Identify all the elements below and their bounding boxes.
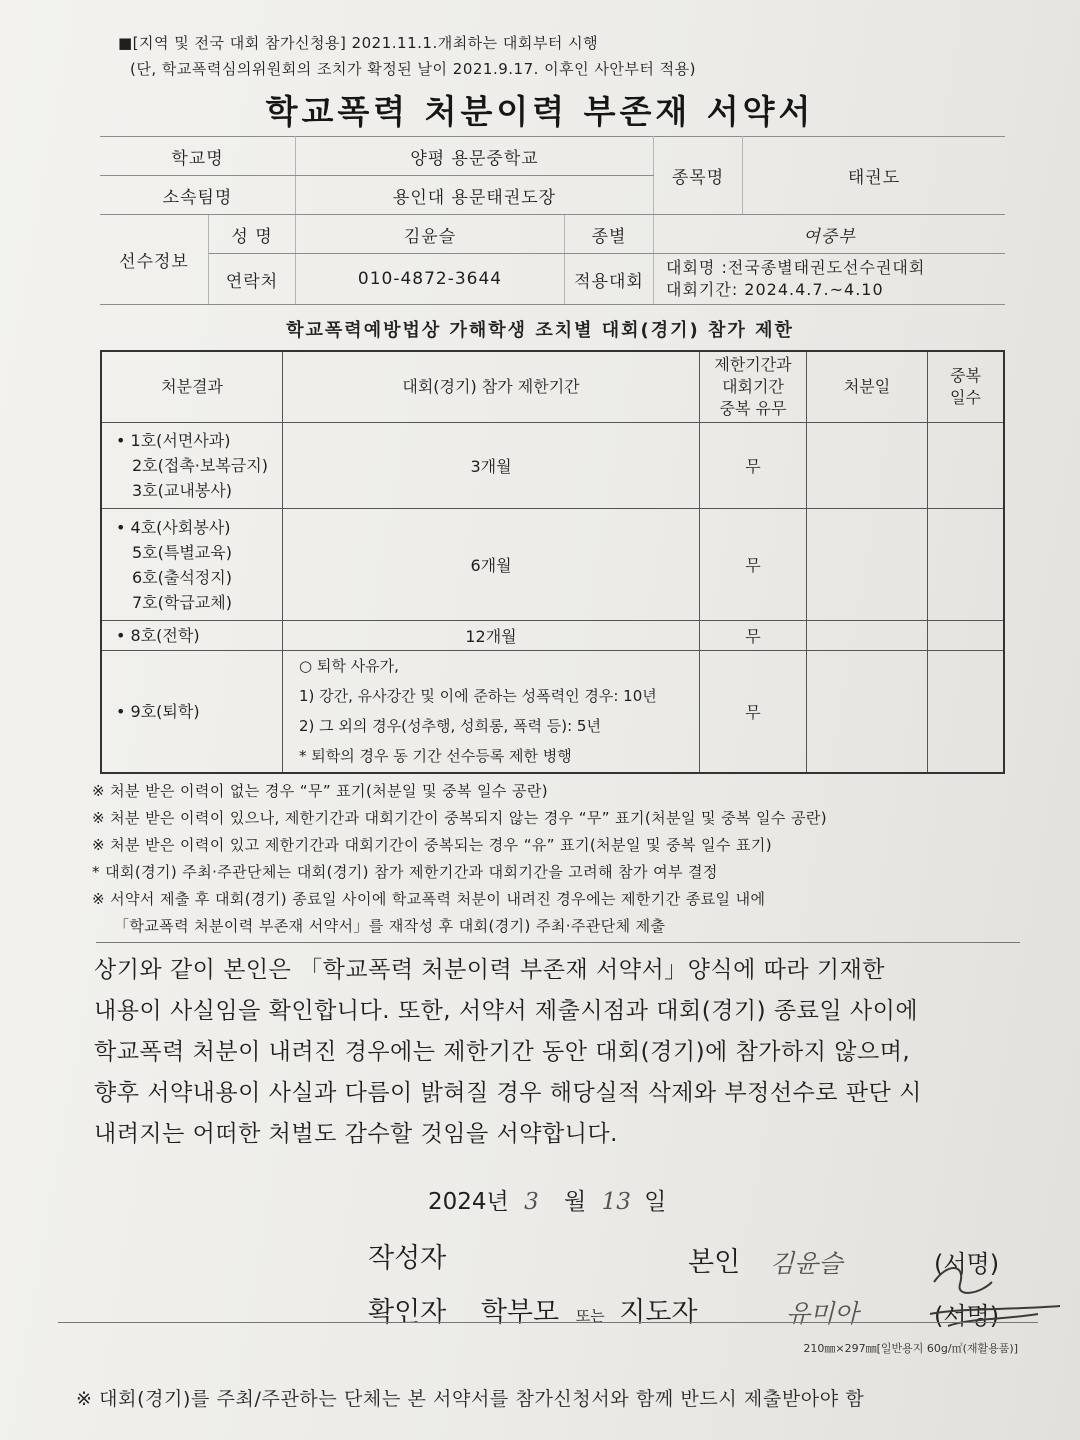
note-line: ※ 처분 받은 이력이 있으나, 제한기간과 대회기간이 중복되지 않는 경우 “무” 표기(처분일 및 중복 일수 공란) — [92, 809, 827, 827]
competition-name: 대회명 :전국종별태권도선수권대회 — [666, 258, 926, 277]
notes-section — [92, 778, 1022, 940]
note-line: ※ 처분 받은 이력이 없는 경우 “무” 표기(처분일 및 중복 일수 공란) — [92, 782, 549, 800]
division-value: 여중부 — [654, 215, 1006, 254]
overlap-cell: 무 — [700, 423, 807, 509]
handwritten-month: 3 — [524, 1189, 539, 1215]
handwritten-athlete-name: 김윤슬 — [770, 1249, 843, 1278]
col-header-overlap: 제한기간과 대회기간 중복 유무 — [700, 351, 807, 423]
signature-scribble-icon — [920, 1248, 1070, 1338]
divider — [58, 1322, 1038, 1323]
note-line: ※ 서약서 제출 후 대회(경기) 종료일 사이에 학교폭력 처분이 내려진 경우에는 제한기간 종료일 내에 — [92, 890, 766, 908]
table-row — [101, 423, 1004, 509]
disposition-cell: • 4호(사회봉사) 5호(특별교육) 6호(출석정지) 7호(학급교체) — [101, 509, 283, 621]
date-cell — [807, 651, 928, 773]
disposition-cell: • 9호(퇴학) — [101, 651, 283, 773]
table-row — [101, 651, 1004, 773]
note-line: * 대회(경기) 주최·주관단체는 대회(경기) 참가 제한기간과 대회기간을 고려해 참가 여부 결정 — [92, 863, 718, 881]
table-row — [101, 621, 1004, 651]
days-cell — [928, 621, 1005, 651]
competition-period: 대회기간: 2024.4.7.~4.10 — [666, 280, 884, 299]
note-line: ※ 처분 받은 이력이 있고 제한기간과 대회기간이 중복되는 경우 “유” 표기(처분일 및 중복 일수 표기) — [92, 836, 772, 854]
name-label: 성 명 — [209, 215, 296, 254]
signature-mark: (서명) — [934, 1302, 1000, 1330]
restriction-table — [100, 350, 1005, 774]
period-cell: 6개월 — [283, 509, 700, 621]
applied-competition-label: 적용대회 — [565, 254, 654, 305]
paper-spec: 210㎜×297㎜[일반용지 60g/㎡(재활용품)] — [803, 1342, 1018, 1355]
author-label: 작성자 — [368, 1243, 447, 1274]
pledge-statement: 상기와 같이 본인은 「학교폭력 처분이력 부존재 서약서」양식에 따라 기재한 내용이 사실임을 확인합니다. 또한, 서약서 제출시점과 대회(경기) 종료일 사이에 학교폭력 처분이 내려진 경우에는 제한기간 동안 대회(경기)에 참가하지 않으며, 향후 서약내용이 사실과 다름이 밝혀질 경우 해당실적 삭제와 부정선수로 판단 시 내려지는 어떠한 처벌도 감수할 것임을 서약합니다. — [94, 957, 922, 1147]
school-name-label: 학교명 — [100, 137, 296, 176]
col-header-disposition: 처분결과 — [101, 351, 283, 423]
days-cell — [928, 651, 1005, 773]
handwritten-verifier-name: 유미아 — [786, 1299, 859, 1328]
sport-label: 종목명 — [654, 137, 743, 215]
date-cell — [807, 621, 928, 651]
note-line: 「학교폭력 처분이력 부존재 서약서」를 재작성 후 대회(경기) 주최·주관단체 제출 — [114, 917, 666, 935]
name-value: 김윤슬 — [296, 215, 565, 254]
col-header-period: 대회(경기) 참가 제한기간 — [283, 351, 700, 423]
signing-date: 2024년 3 월 13 일 — [428, 1189, 667, 1215]
team-value: 용인대 용문태권도장 — [296, 176, 654, 215]
period-cell: 12개월 — [283, 621, 700, 651]
contact-label: 연락처 — [209, 254, 296, 305]
overlap-cell: 무 — [700, 651, 807, 773]
date-cell — [807, 509, 928, 621]
disposition-cell: • 1호(서면사과) 2호(접촉·보복금지) 3호(교내봉사) — [101, 423, 283, 509]
document-title: 학교폭력 처분이력 부존재 서약서 — [265, 92, 815, 131]
signature-mark: (서명) — [934, 1250, 1000, 1278]
sport-value: 태권도 — [743, 137, 1006, 215]
period-cell: 3개월 — [283, 423, 700, 509]
header-line-applicability: ■[지역 및 전국 대회 참가신청용] 2021.11.1.개최하는 대회부터 시행 — [118, 34, 599, 52]
header-line-condition: (단, 학교폭력심의위원회의 조치가 확정된 날이 2021.9.17. 이후인 사안부터 적용) — [130, 60, 696, 78]
school-name-value: 양평 용문중학교 — [296, 137, 654, 176]
athlete-info-label: 선수정보 — [100, 215, 209, 305]
col-header-overlap-days: 중복 일수 — [928, 351, 1005, 423]
days-cell — [928, 509, 1005, 621]
overlap-cell: 무 — [700, 621, 807, 651]
table-row — [101, 509, 1004, 621]
col-header-disposition-date: 처분일 — [807, 351, 928, 423]
verifier-label: 확인자 학부모 또는 지도자 — [368, 1297, 698, 1328]
self-label: 본인 — [688, 1247, 741, 1278]
contact-value: 010-4872-3644 — [296, 254, 565, 305]
athlete-info-table — [100, 136, 1005, 305]
divider — [96, 942, 1020, 943]
disposition-cell: • 8호(전학) — [101, 621, 283, 651]
competition-details — [654, 254, 1006, 305]
division-label: 종별 — [565, 215, 654, 254]
days-cell — [928, 423, 1005, 509]
overlap-cell: 무 — [700, 509, 807, 621]
restriction-table-title: 학교폭력예방법상 가해학생 조치별 대회(경기) 참가 제한 — [286, 320, 794, 341]
footer-note: ※ 대회(경기)를 주최/주관하는 단체는 본 서약서를 참가신청서와 함께 반드시 제출받아야 함 — [76, 1388, 865, 1410]
expulsion-period-cell: ○ 퇴학 사유가, 1) 강간, 유사강간 및 이에 준하는 성폭력인 경우: 10년 2) 그 외의 경우(성추행, 성희롱, 폭력 등): 5년 * 퇴학의 경우 동 기간 선수등록 제한 병행 — [283, 651, 700, 773]
team-label: 소속팀명 — [100, 176, 296, 215]
handwritten-day: 13 — [601, 1189, 631, 1215]
date-cell — [807, 423, 928, 509]
